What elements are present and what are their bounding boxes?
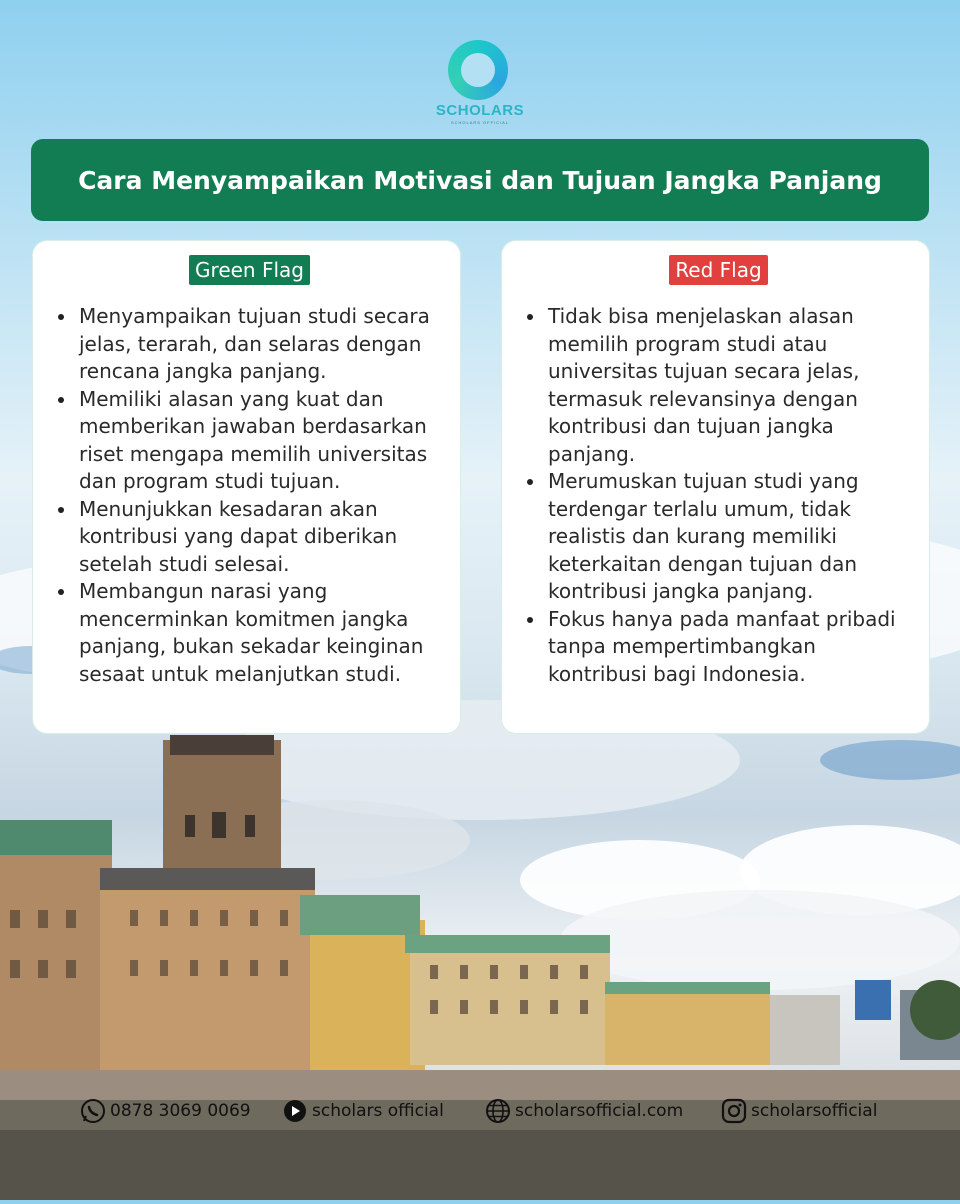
website-contact[interactable] <box>485 1094 683 1128</box>
globe-icon <box>485 1098 511 1124</box>
logo-wordmark: SCHOLARS <box>435 102 525 119</box>
scholars-logo <box>430 38 530 128</box>
list-item: Membangun narasi yang mencerminkan komitmen jangka panjang, bukan sekadar keinginan sesaat untuk melanjutkan studi. <box>55 578 444 688</box>
list-item: Merumuskan tujuan studi yang terdengar terlalu umum, tidak realistis dan kurang memiliki keterkaitan dengan tujuan dan kontribusi jangka panjang. <box>524 468 913 606</box>
red-flag-label: Red Flag <box>669 255 767 285</box>
website-url: scholarsofficial.com <box>515 1101 684 1121</box>
green-flag-label: Green Flag <box>189 255 310 285</box>
instagram-icon <box>721 1098 747 1124</box>
list-item: Tidak bisa menjelaskan alasan memilih program studi atau universitas tujuan secara jelas, termasuk relevansinya dengan kontribusi dan tujuan jangka panjang. <box>524 303 913 468</box>
list-item: Menyampaikan tujuan studi secara jelas, terarah, dan selaras dengan rencana jangka panjang. <box>55 303 444 386</box>
instagram-handle: scholarsofficial <box>751 1101 878 1121</box>
logo-tagline: SCHOLARS OFFICIAL <box>450 120 510 125</box>
logo-mark-icon <box>448 40 508 100</box>
title-banner <box>31 139 929 221</box>
phone-contact[interactable] <box>80 1094 251 1128</box>
instagram-contact[interactable] <box>721 1094 877 1128</box>
phone-number: 0878 3069 0069 <box>110 1101 251 1121</box>
contact-footer <box>80 1094 910 1128</box>
list-item: Menunjukkan kesadaran akan kontribusi yang dapat diberikan setelah studi selesai. <box>55 496 444 579</box>
list-item: Fokus hanya pada manfaat pribadi tanpa mempertimbangkan kontribusi bagi Indonesia. <box>524 606 913 689</box>
green-flag-card <box>33 241 460 733</box>
red-flag-card <box>502 241 929 733</box>
youtube-handle: scholars official <box>312 1101 444 1121</box>
red-flag-list <box>524 303 913 688</box>
youtube-contact[interactable] <box>282 1094 444 1128</box>
green-flag-list <box>55 303 444 688</box>
whatsapp-icon <box>80 1098 106 1124</box>
page-title: Cara Menyampaikan Motivasi dan Tujuan Jangka Panjang <box>78 165 882 195</box>
youtube-icon <box>282 1098 308 1124</box>
list-item: Memiliki alasan yang kuat dan memberikan jawaban berdasarkan riset mengapa memilih universitas dan program studi tujuan. <box>55 386 444 496</box>
